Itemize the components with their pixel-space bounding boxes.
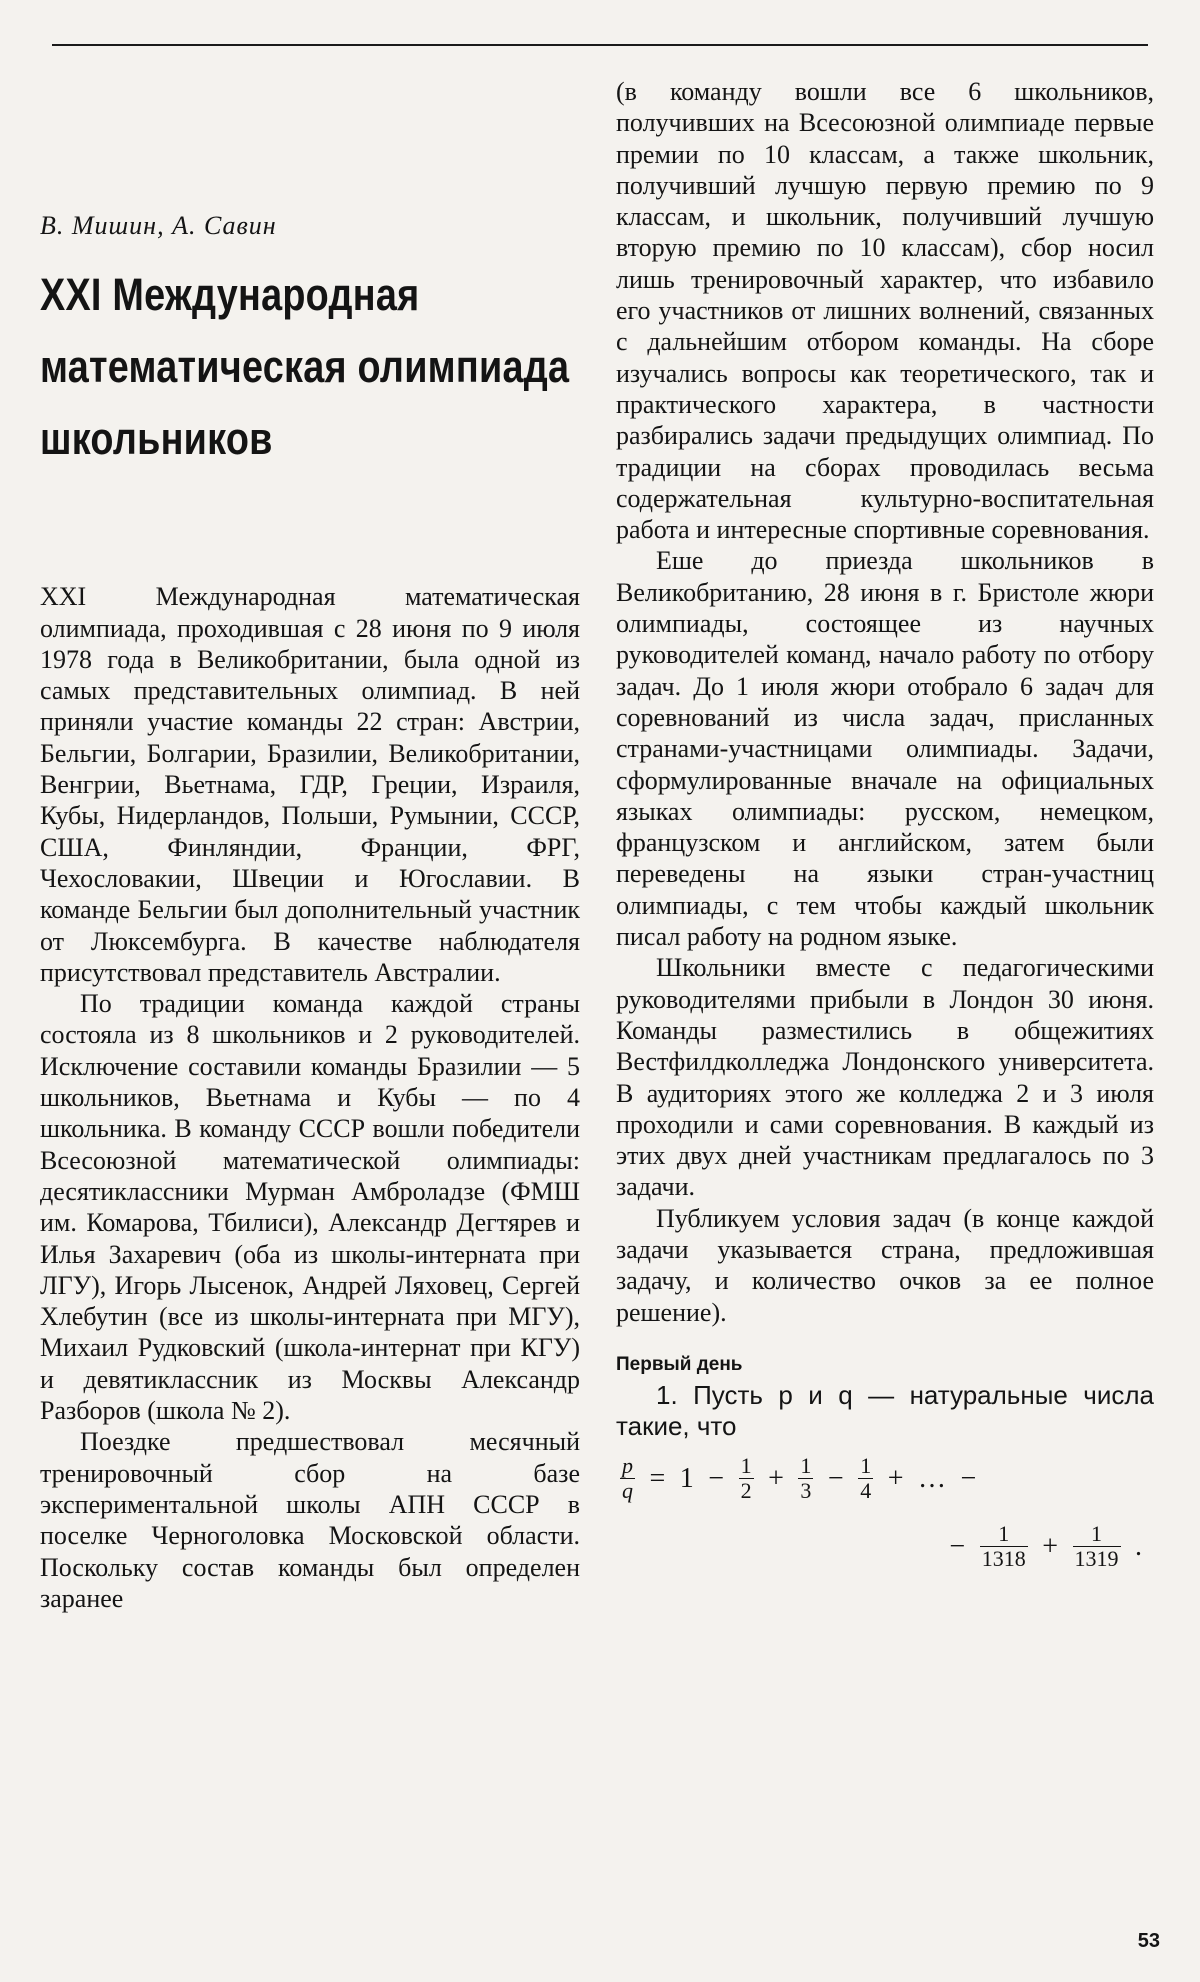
- minus-sign: −: [708, 1462, 725, 1494]
- article-title: XXI Международная математическая олимпиада школьников: [40, 269, 570, 465]
- fraction-numerator: 1: [1091, 1521, 1102, 1547]
- term-one: 1: [679, 1462, 694, 1494]
- fraction-numerator: 1: [740, 1453, 752, 1479]
- right-column: [616, 76, 1154, 1604]
- problem-1: 1. Пусть p и q — натуральные числа такие, что: [616, 1379, 1154, 1442]
- plus-sign: +: [1042, 1530, 1058, 1562]
- fraction-numerator: p: [622, 1453, 633, 1479]
- period: .: [1135, 1530, 1142, 1562]
- top-rule: [52, 44, 1148, 46]
- minus-sign: −: [960, 1462, 977, 1494]
- left-column: [40, 210, 580, 1614]
- fraction-term: [798, 1454, 813, 1503]
- plus-sign: +: [887, 1462, 904, 1494]
- paragraph: Еше до приезда школьников в Великобританию, 28 июня в г. Бристоле жюри олимпиады, состоящее из научных руководителей команд, начало работу по отбору задач. До 1 июля жюри отобрало 6 задач для соревнований из числа задач, присланных странами-участницами олимпиады. Задачи, сформулированные вначале на официальных языках олимпиады: русском, немецком, французском и английском, затем были переведены на языки стран-участниц олимпиады, с тем чтобы каждый школьник писал работу на родном языке.: [616, 546, 1154, 952]
- fraction-term: [1073, 1522, 1121, 1571]
- fraction-term: [980, 1522, 1028, 1571]
- fraction-denominator: q: [622, 1478, 633, 1504]
- fraction-denominator: 3: [800, 1478, 812, 1504]
- authors: В. Мишин, А. Савин: [40, 211, 277, 240]
- fraction-denominator: 2: [740, 1478, 752, 1504]
- fraction-denominator: 1318: [981, 1546, 1026, 1572]
- formula-line-2: [945, 1522, 1146, 1571]
- formula: [616, 1454, 1154, 1604]
- paragraph: XXI Международная математическая олимпиада, проходившая с 28 июня по 9 июля 1978 года в Великобритании, была одной из самых представительных олимпиад. В ней приняли участие команды 22 стран: Австрии, Бельгии, Болгарии, Бразилии, Великобритании, Венгрии, Вьетнама, ГДР, Греции, Израиля, Кубы, Нидерландов, Польши, Румынии, СССР, США, Финляндии, Франции, ФРГ, Чехословакии, Швеции и Югославии. В команде Бельгии был дополнительный участник от Люксембурга. В качестве наблюдателя присутствовал представитель Австралии.: [40, 582, 580, 987]
- section-heading: Первый день: [616, 1353, 743, 1375]
- formula-line-1: [616, 1454, 980, 1503]
- left-body: [40, 581, 580, 1614]
- fraction-denominator: 1319: [1074, 1546, 1119, 1572]
- fraction-p-q: [620, 1454, 635, 1503]
- equals-sign: =: [649, 1462, 666, 1494]
- page-number: 53: [1137, 1930, 1160, 1952]
- fraction-numerator: 1: [860, 1453, 872, 1479]
- fraction-numerator: 1: [998, 1521, 1010, 1547]
- minus-sign: −: [949, 1530, 966, 1562]
- plus-sign: +: [768, 1462, 784, 1494]
- fraction-term: [739, 1454, 754, 1503]
- paragraph: (в команду вошли все 6 школьников, получивших на Всесоюзной олимпиаде первые премии по 10 классам, а также школьник, получивший лучшую первую премию по 9 классам, и школьник, получивший лучшую вторую премию по 10 классам), сбор носил лишь тренировочный характер, что избавило его участников от лишних волнений, связанных с дальнейшим отбором команды. На сборе изучались вопросы как теоретического, так и практического характера, в частности разбирались задачи предыдущих олимпиад. По традиции на сборах проводилась весьма содержательная культурно-воспитательная работа и интересные спортивные соревнования.: [616, 77, 1154, 545]
- fraction-denominator: 4: [860, 1478, 872, 1504]
- paragraph: Публикуем условия задач (в конце каждой задачи указывается страна, предложившая задачу, и количество очков за ее полное решение).: [616, 1203, 1154, 1327]
- fraction-numerator: 1: [800, 1453, 812, 1479]
- minus-sign: −: [827, 1462, 844, 1494]
- paragraph: По традиции команда каждой страны состояла из 8 школьников и 2 руководителей. Исключение составили команды Бразилии — 5 школьников, Вьетнама и Кубы — по 4 школьника. В команду СССР вошли победители Всесоюзной математической олимпиады: десятиклассники Мурман Амброладзе (ФМШ им. Комарова, Тбилиси), Александр Дегтярев и Илья Захаревич (оба из школы-интерната при ЛГУ), Игорь Лысенок, Андрей Ляховец, Сергей Хлебутин (все из школы-интерната при МГУ), Михаил Рудковский (школа-интернат при КГУ) и девятиклассник из Москвы Александр Разборов (школа № 2).: [40, 989, 580, 1426]
- paragraph: Школьники вместе с педагогическими руководителями прибыли в Лондон 30 июня. Команды разместились в общежитиях Вестфилдколледжа Лондонского университета. В аудиториях этого же колледжа 2 и 3 июля проходили и сами соревнования. В каждый из этих двух дней участникам предлагалось по 3 задачи.: [616, 953, 1154, 1202]
- ellipsis: …: [917, 1462, 946, 1494]
- fraction-term: [858, 1454, 873, 1503]
- paragraph: Поездке предшествовал месячный тренировочный сбор на базе экспериментальной школы АПН СССР в поселке Черноголовка Московской области. Поскольку состав команды был определен заранее: [40, 1427, 580, 1613]
